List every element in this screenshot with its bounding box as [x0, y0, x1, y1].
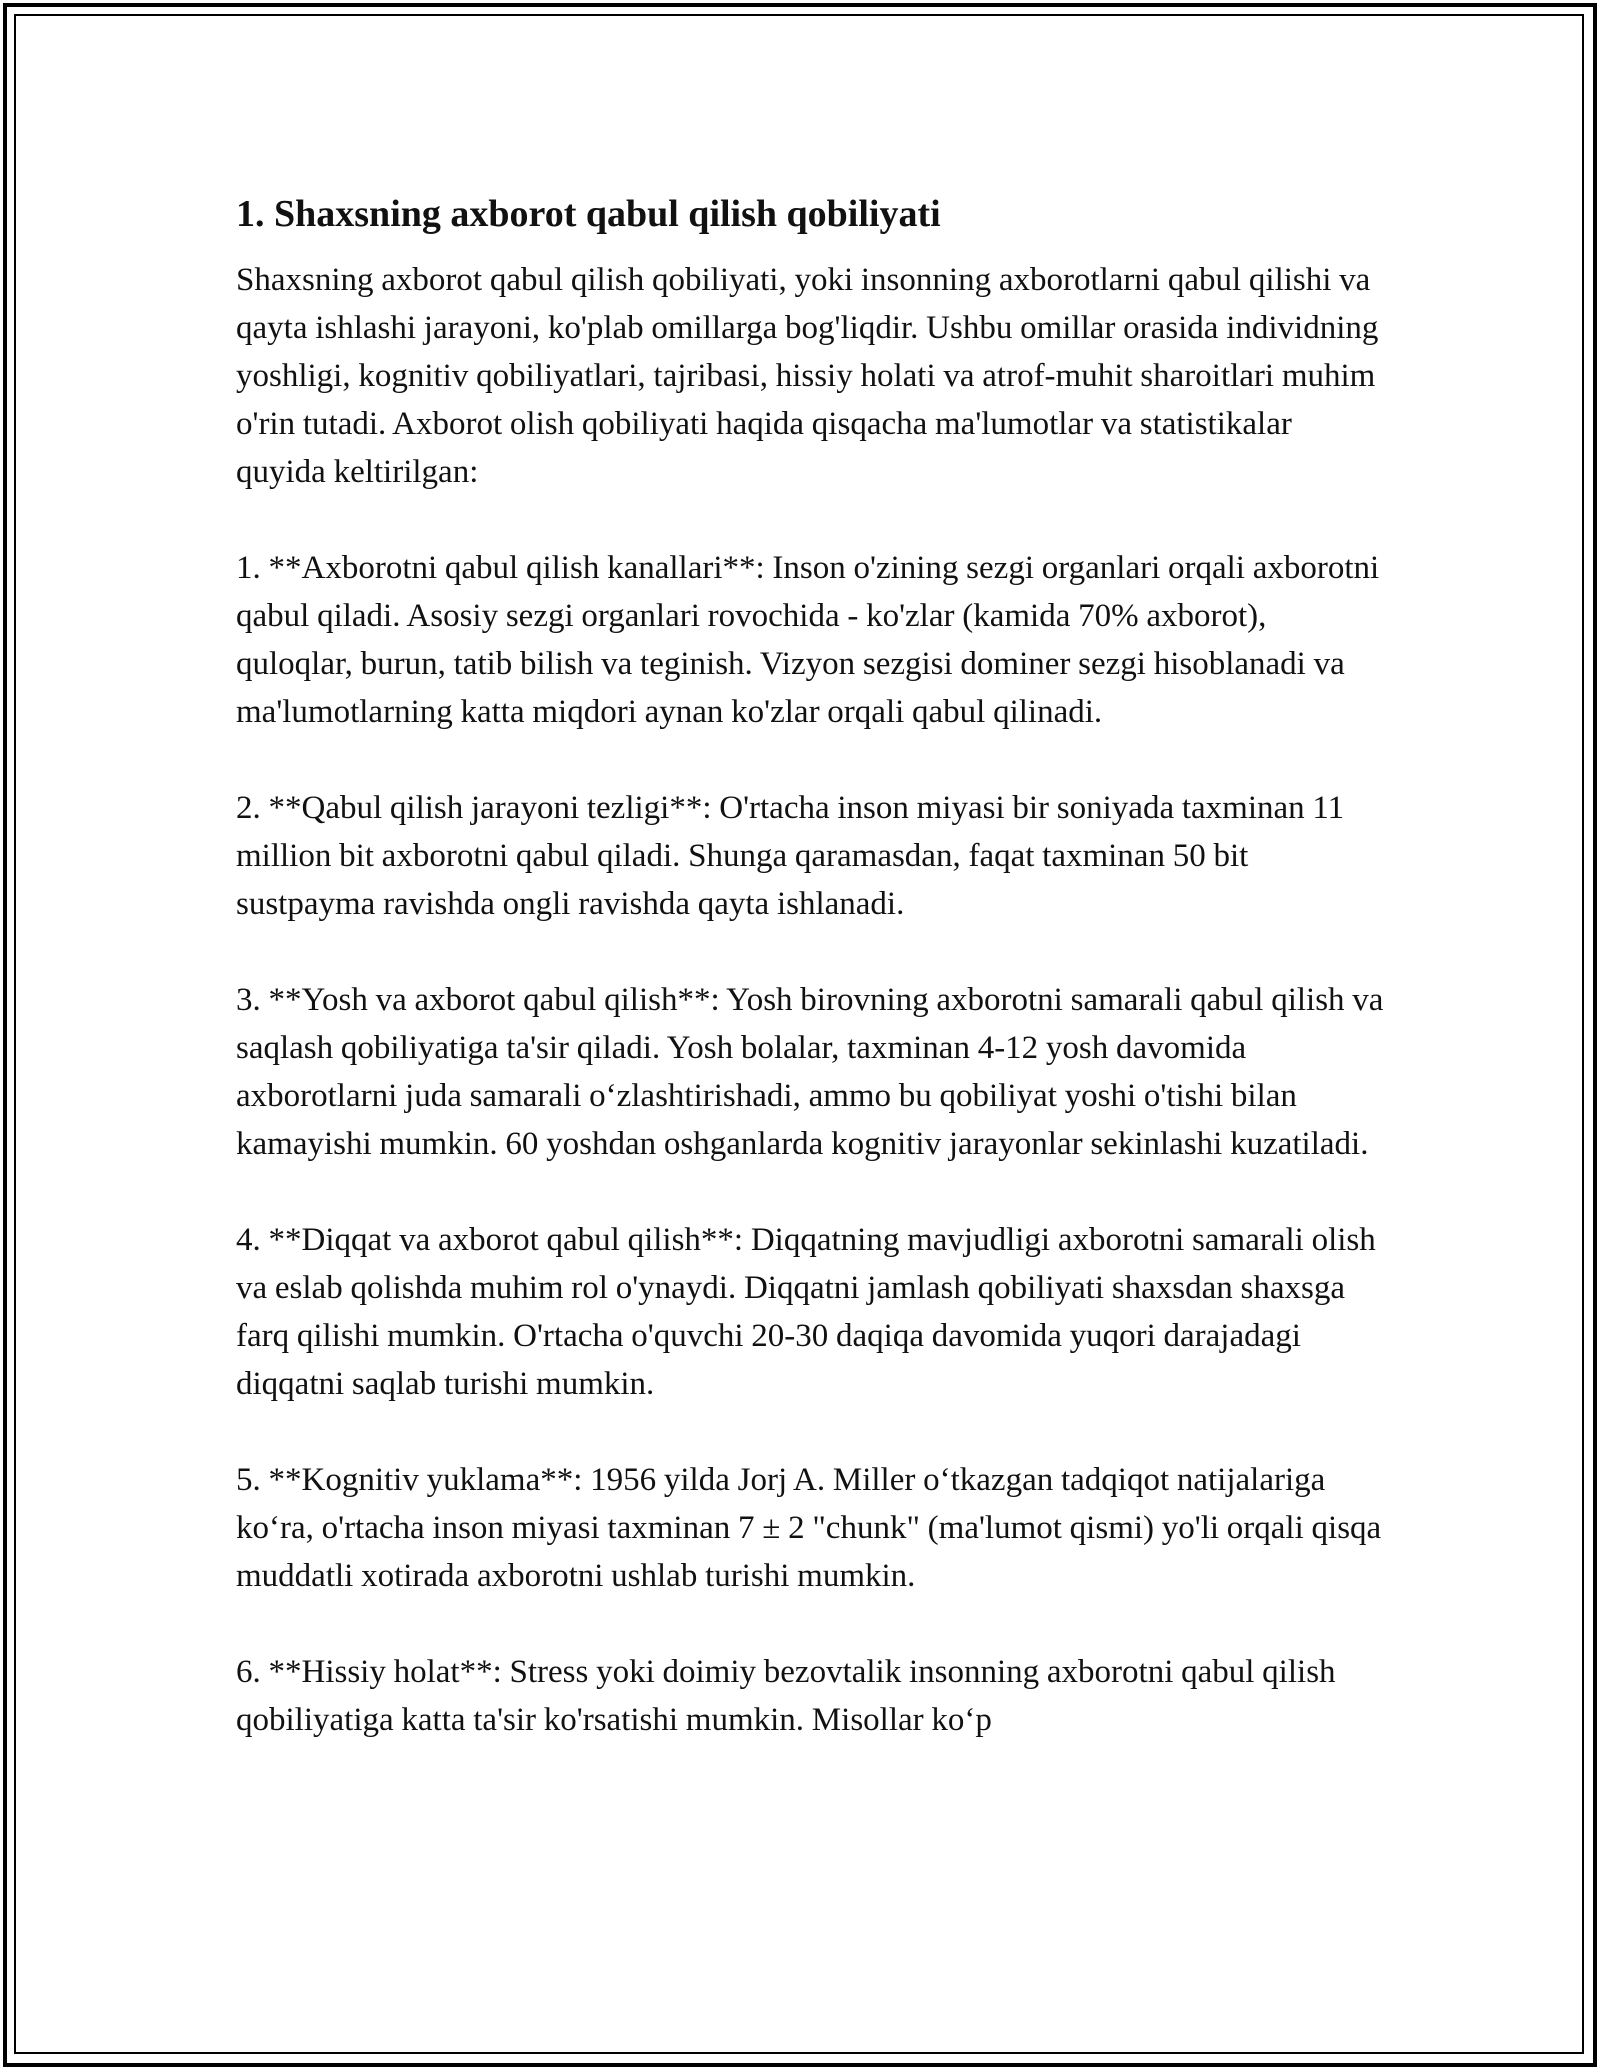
list-item-channels: 1. **Axborotni qabul qilish kanallari**: Inson o'zining sezgi organlari orqali axborotni qabul qiladi. Asosiy sezgi organlari rovochida - ko'zlar (kamida 70% axborot), quloqlar, burun, tatib bilish va teginish. Vizyon sezgisi dominer sezgi hisoblanadi va ma'lumotlarning katta miqdori aynan ko'zlar orqali qabul qilinadi.	[236, 550, 1380, 730]
list-item-age: 3. **Yosh va axborot qabul qilish**: Yosh birovning axborotni samarali qabul qilish va saqlash qobiliyatiga ta'sir qiladi. Yosh bolalar, taxminan 4-12 yosh davomida axborotlarni juda samarali o‘zlashtirishadi, ammo bu qobiliyat yoshi o'tishi bilan kamayishi mumkin. 60 yoshdan oshganlarda kognitiv jarayonlar sekinlashi kuzatiladi.	[236, 982, 1384, 1162]
intro-paragraph: Shaxsning axborot qabul qilish qobiliyati, yoki insonning axborotlarni qabul qilishi va qayta ishlashi jarayoni, ko'plab omillarga bog'liqdir. Ushbu omillar orasida individning yoshligi, kognitiv qobiliyatlari, tajribasi, hissiy holati va atrof-muhit sharoitlari muhim o'rin tutadi. Axborot olish qobiliyati haqida qisqacha ma'lumotlar va statistikalar quyida keltirilgan:	[236, 262, 1379, 490]
list-item-emotional-state: 6. **Hissiy holat**: Stress yoki doimiy bezovtalik insonning axborotni qabul qilish qobiliyatiga katta ta'sir ko'rsatishi mumkin. Misollar ko‘p	[236, 1654, 1336, 1738]
document-body	[236, 190, 1386, 1792]
section-heading: 1. Shaxsning axborot qabul qilish qobiliyati	[236, 193, 941, 235]
list-item-speed: 2. **Qabul qilish jarayoni tezligi**: O'rtacha inson miyasi bir soniyada taxminan 11 million bit axborotni qabul qiladi. Shunga qaramasdan, faqat taxminan 50 bit sustpayma ravishda ongli ravishda qayta ishlanadi.	[236, 790, 1345, 922]
list-item-cognitive-load: 5. **Kognitiv yuklama**: 1956 yilda Jorj A. Miller o‘tkazgan tadqiqot natijalariga ko‘ra, o'rtacha inson miyasi taxminan 7 ± 2 "chunk" (ma'lumot qismi) yo'li orqali qisqa muddatli xotirada axborotni ushlab turishi mumkin.	[236, 1462, 1382, 1594]
list-item-attention: 4. **Diqqat va axborot qabul qilish**: Diqqatning mavjudligi axborotni samarali olish va eslab qolishda muhim rol o'ynaydi. Diqqatni jamlash qobiliyati shaxsdan shaxsga farq qilishi mumkin. O'rtacha o'quvchi 20-30 daqiqa davomida yuqori darajadagi diqqatni saqlab turishi mumkin.	[236, 1222, 1376, 1402]
